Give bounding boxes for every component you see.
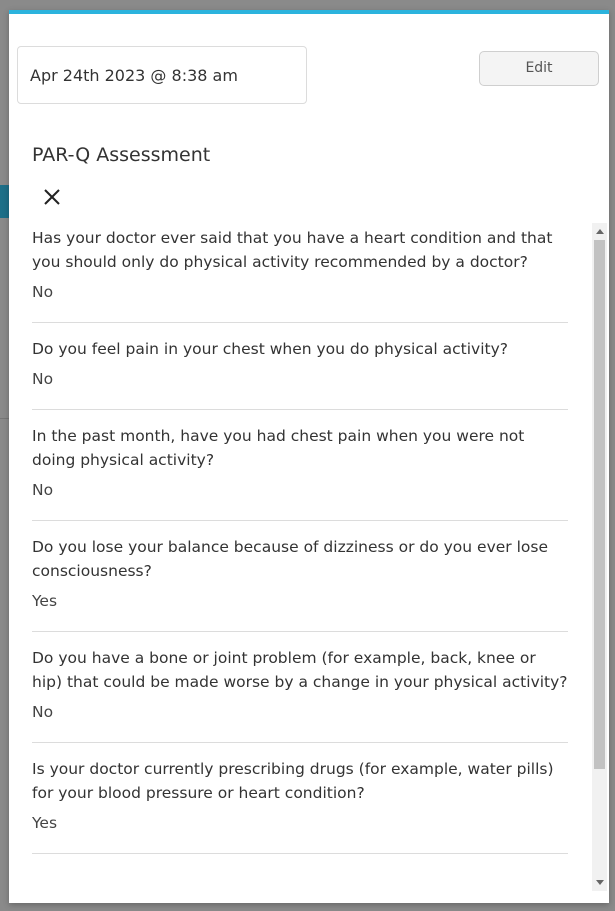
answer-text: Yes bbox=[32, 592, 58, 610]
question-text: Has your doctor ever said that you have a heart condition and that you should only do physical activity recommended by a doctor? bbox=[32, 229, 553, 271]
answer-text: No bbox=[32, 703, 54, 721]
question-item bbox=[32, 757, 568, 854]
question-item bbox=[32, 337, 568, 410]
question-list-scrollbar[interactable] bbox=[592, 223, 607, 891]
background-tab-fragment bbox=[0, 185, 9, 218]
assessment-modal bbox=[9, 10, 609, 903]
scroll-up-icon[interactable] bbox=[596, 229, 604, 234]
close-icon[interactable] bbox=[42, 187, 62, 207]
question-text: Do you feel pain in your chest when you do physical activity? bbox=[32, 340, 508, 358]
question-text: Do you lose your balance because of dizziness or do you ever lose consciousness? bbox=[32, 538, 548, 580]
answer-text: No bbox=[32, 283, 54, 301]
scroll-thumb[interactable] bbox=[594, 240, 605, 769]
answer-text: Yes bbox=[32, 814, 58, 832]
modal-title: PAR-Q Assessment bbox=[32, 144, 211, 166]
answer-text: No bbox=[32, 370, 54, 388]
edit-button[interactable]: Edit bbox=[479, 51, 599, 86]
question-text: Do you have a bone or joint problem (for example, back, knee or hip) that could be made worse by a change in your physical activity? bbox=[32, 649, 568, 691]
question-item bbox=[32, 226, 568, 323]
question-item bbox=[32, 646, 568, 743]
question-text: In the past month, have you had chest pain when you were not doing physical activity? bbox=[32, 427, 525, 469]
scroll-down-icon[interactable] bbox=[596, 880, 604, 885]
assessment-date-field[interactable]: Apr 24th 2023 @ 8:38 am bbox=[17, 46, 307, 104]
question-item bbox=[32, 424, 568, 521]
question-text: Is your doctor currently prescribing drugs (for example, water pills) for your blood pressure or heart condition? bbox=[32, 760, 554, 802]
question-list bbox=[32, 226, 568, 891]
question-item bbox=[32, 535, 568, 632]
answer-text: No bbox=[32, 481, 54, 499]
background-divider-fragment bbox=[0, 418, 9, 419]
